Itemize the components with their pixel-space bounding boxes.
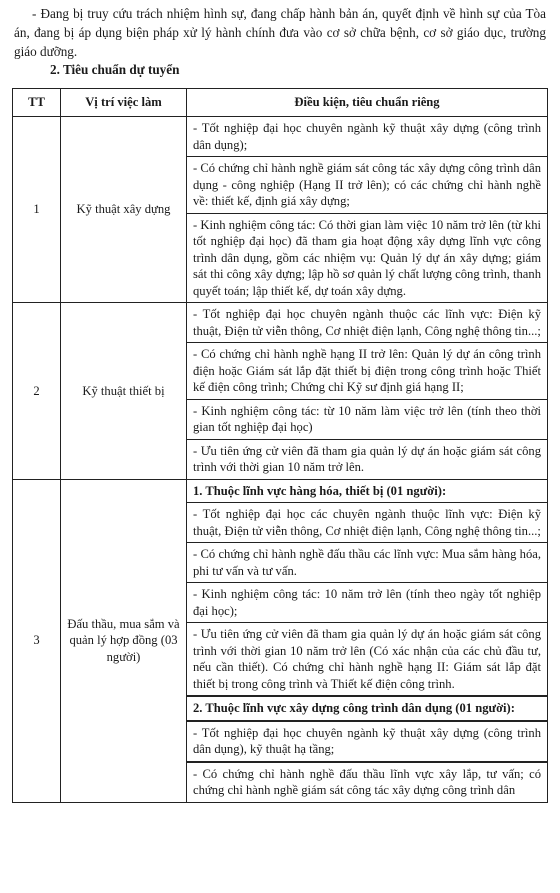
table-row [13,117,548,303]
condition-item: - Có chứng chỉ hành nghề đấu thầu lĩnh vực xây lắp, tư vấn; có chứng chỉ hành nghề giám sát công tác xây dựng công trình dân [187,762,547,802]
table-row [13,479,548,802]
conditions-cell [187,303,548,480]
row-number: 1 [13,117,61,303]
table-row [13,303,548,480]
table-header-row [13,89,548,117]
group-title: 2. Thuộc lĩnh vực xây dựng công trình dân dụng (01 người): [187,696,547,721]
condition-item: - Ưu tiên ứng cử viên đã tham gia quản lý dự án hoặc giám sát công trình với thời gian 10 năm trở lên (Có xác nhận của các chủ đầu tư, nếu cần thiết). Có chứng chỉ hành nghề hạng II: Giám sát lắp đặt thiết bị trong công trình và Thiết kế điện công trình. [187,623,547,696]
header-tt: TT [13,89,61,117]
condition-item: - Có chứng chỉ hành nghề đấu thầu các lĩnh vực: Mua sắm hàng hóa, phi tư vấn và tư vấn. [187,543,547,583]
condition-item: - Kinh nghiệm công tác: 10 năm trở lên (tính theo ngày tốt nghiệp đại học); [187,583,547,623]
conditions-cell [187,117,548,303]
condition-item: - Có chứng chỉ hành nghề hạng II trở lên: Quản lý dự án công trình điện hoặc Giám sát lắp đặt thiết bị điện trong công trình hoặc Thiết kế điện công trình; Chứng chỉ Kỹ sư định giá hạng II; [187,343,547,400]
section-title: 2. Tiêu chuẩn dự tuyển [50,62,180,77]
condition-item: - Ưu tiên ứng cử viên đã tham gia quản lý dự án hoặc giám sát công trình với thời gian 10 năm trở lên. [193,443,541,474]
conditions-cell [187,479,548,802]
row-number: 3 [13,479,61,802]
position-cell: Kỹ thuật thiết bị [61,303,187,480]
header-conditions: Điều kiện, tiêu chuẩn riêng [187,89,548,117]
position-cell: Kỹ thuật xây dựng [61,117,187,303]
condition-item: - Kinh nghiệm công tác: từ 10 năm làm việc trở lên (tính theo thời gian tốt nghiệp đại học) [187,400,547,440]
condition-item: - Tốt nghiệp đại học chuyên ngành kỹ thuật xây dựng (công trình dân dụng), kỹ thuật hạ tầng; [187,721,547,762]
condition-item: - Tốt nghiệp đại học chuyên ngành thuộc các lĩnh vực: Điện kỹ thuật, Điện tử viễn thông, Cơ nhiệt điện lạnh, Công nghệ thông tin...; [187,303,547,343]
criteria-table [12,88,548,803]
intro-paragraph: - Đang bị truy cứu trách nhiệm hình sự, đang chấp hành bản án, quyết định về hình sự của Tòa án, đang bị áp dụng biện pháp xử lý hành chính đưa vào cơ sở chữa bệnh, cơ sở giáo dục, trường giáo dưỡng. [14,6,546,59]
header-position: Vị trí việc làm [61,89,187,117]
condition-item: - Tốt nghiệp đại học chuyên ngành kỹ thuật xây dựng (công trình dân dụng); [187,117,547,157]
condition-item: - Tốt nghiệp đại học các chuyên ngành thuộc lĩnh vực: Điện kỹ thuật, Điện tử viễn thông, Cơ nhiệt điện lạnh, Công nghệ thông tin...; [187,503,547,543]
condition-item: - Kinh nghiệm công tác: Có thời gian làm việc 10 năm trở lên (từ khi tốt nghiệp đại học) đã tham gia hoạt động xây dựng lĩnh vực công trình dân dụng, gồm các nhiệm vụ: Quản lý dự án xây dựng; giám sát thi công xây dựng; lập hồ sơ quản lý chất lượng công trình, thanh quyết toán; lập thiết kế, dự toán xây dựng. [193,217,541,298]
position-cell: Đấu thầu, mua sắm và quản lý hợp đồng (03 người) [61,479,187,802]
condition-item: - Có chứng chỉ hành nghề giám sát công tác xây dựng công trình dân dụng - công nghiệp (Hạng II trở lên); có các chứng chỉ hành nghề về: thiết kế, định giá xây dựng; [187,157,547,214]
group-title: 1. Thuộc lĩnh vực hàng hóa, thiết bị (01 người): [187,480,547,504]
row-number: 2 [13,303,61,480]
